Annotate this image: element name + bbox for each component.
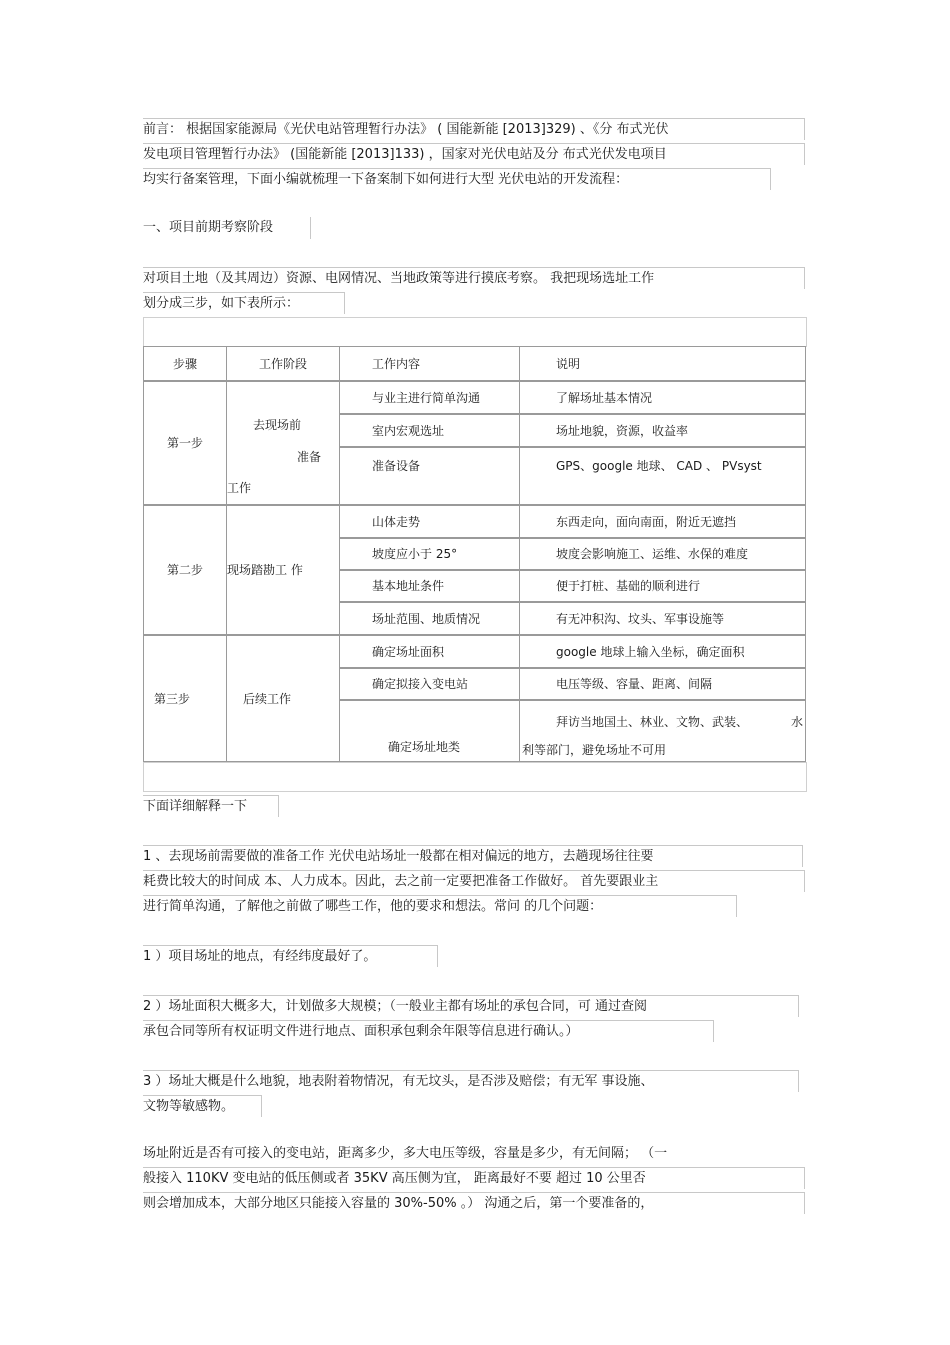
header-stage: 工作阶段 [227, 347, 340, 381]
para3-line-1: 场址附近是否有可接入的变电站，距离多少，多大电压等级，容量是多少，有无间隔； （一 [143, 1146, 668, 1161]
step-1-stage-b: 准备 [297, 449, 322, 464]
para2-line-1: 1 、去现场前需要做的准备工作 光伏电站场址一般都在相对偏远的地方，去趟现场往往要 [143, 845, 803, 867]
table-row [144, 635, 806, 668]
row-note: 电压等级、容量、距离、间隔 [520, 668, 806, 700]
table-bottom-band [143, 762, 807, 792]
para1-line-2: 划分成三步，如下表所示： [143, 292, 345, 314]
row-content: 基本地址条件 [340, 570, 520, 602]
row-note: 便于打桩、基础的顺利进行 [520, 570, 806, 602]
step-1-label: 第一步 [144, 381, 227, 505]
row-note: 了解场址基本情况 [520, 381, 806, 414]
row-content: 与业主进行简单沟通 [340, 381, 520, 414]
table-row [144, 505, 806, 538]
question-3-line-1: 3 ）场址大概是什么地貌，地表附着物情况，有无坟头，是否涉及赔偿；有无军 事设施、 [143, 1070, 799, 1092]
table-row [144, 381, 806, 414]
row-content: 确定拟接入变电站 [340, 668, 520, 700]
para2-line-3: 进行简单沟通，了解他之前做了哪些工作，他的要求和想法。常问 的几个问题： [143, 895, 737, 917]
header-step: 步骤 [144, 347, 227, 381]
row-note: 东西走向，面向南面，附近无遮挡 [520, 505, 806, 538]
row-content: 确定场址面积 [340, 635, 520, 668]
row-note-multiline [520, 700, 806, 762]
row-content: 确定场址地类 [340, 700, 520, 762]
row-note: google 地球上输入坐标，确定面积 [520, 635, 806, 668]
row-content: 坡度应小于 25° [340, 538, 520, 570]
para3-line-2: 般接入 110KV 变电站的低压侧或者 35KV 高压侧为宜， 距离最好不要 超过 10 公里否 [143, 1167, 805, 1189]
question-2-line-2: 承包合同等所有权证明文件进行地点、面积承包剩余年限等信息进行确认。） [143, 1020, 714, 1042]
question-2-line-1: 2 ）场址面积大概多大，计划做多大规模；（一般业主都有场址的承包合同，可 通过查阅 [143, 995, 799, 1017]
below-table-text: 下面详细解释一下 [143, 795, 279, 817]
row-content: 山体走势 [340, 505, 520, 538]
row-note: 有无冲积沟、坟头、军事设施等 [520, 602, 806, 635]
step-2-label: 第二步 [144, 505, 227, 635]
row-note-part-a: 拜访当地国土、林业、文物、武装、 [556, 714, 749, 729]
step-1-stage-a: 去现场前 [253, 417, 302, 432]
row-note-part-b: 水 [790, 714, 803, 729]
intro-line-3: 均实行备案管理，下面小编就梳理一下备案制下如何进行大型 光伏电站的开发流程： [143, 168, 771, 190]
row-content: 场址范围、地质情况 [340, 602, 520, 635]
question-3-line-2: 文物等敏感物。 [143, 1095, 262, 1117]
row-content: 室内宏观选址 [340, 414, 520, 447]
row-note-part-c: 利等部门，避免场址不可用 [522, 742, 667, 757]
table-header-row [144, 347, 806, 381]
row-content: 准备设备 [340, 447, 520, 505]
intro-line-1: 前言： 根据国家能源局《光伏电站管理暂行办法》 ( 国能新能 [2013]329) 、《分 布式光伏 [143, 118, 805, 140]
para2-line-2: 耗费比较大的时间成 本、人力成本。因此，去之前一定要把准备工作做好。 首先要跟业主 [143, 870, 805, 892]
intro-line-2: 发电项目管理暂行办法》 (国能新能 [2013]133) ，国家对光伏电站及分 布式光伏发电项目 [143, 143, 805, 165]
question-1: 1 ）项目场址的地点，有经纬度最好了。 [143, 945, 438, 967]
row-note: 坡度会影响施工、运维、水保的难度 [520, 538, 806, 570]
row-note: GPS、google 地球、 CAD 、 PVsyst [520, 447, 806, 505]
section-heading: 一、项目前期考察阶段 [143, 217, 311, 239]
step-1-stage [227, 381, 340, 505]
header-note: 说明 [520, 347, 806, 381]
table-top-band [143, 317, 807, 347]
para3-line-3: 则会增加成本，大部分地区只能接入容量的 30%-50% 。） 沟通之后，第一个要准备的， [143, 1192, 805, 1214]
header-content: 工作内容 [340, 347, 520, 381]
step-3-label: 第三步 [144, 635, 227, 762]
para1-line-1: 对项目土地（及其周边）资源、电网情况、当地政策等进行摸底考察。 我把现场选址工作 [143, 267, 805, 289]
step-1-stage-c: 工作 [227, 480, 252, 495]
row-note: 场址地貌，资源，收益率 [520, 414, 806, 447]
steps-table [143, 346, 806, 763]
step-2-stage: 现场踏勘工 作 [227, 505, 340, 635]
step-3-stage: 后续工作 [227, 635, 340, 762]
